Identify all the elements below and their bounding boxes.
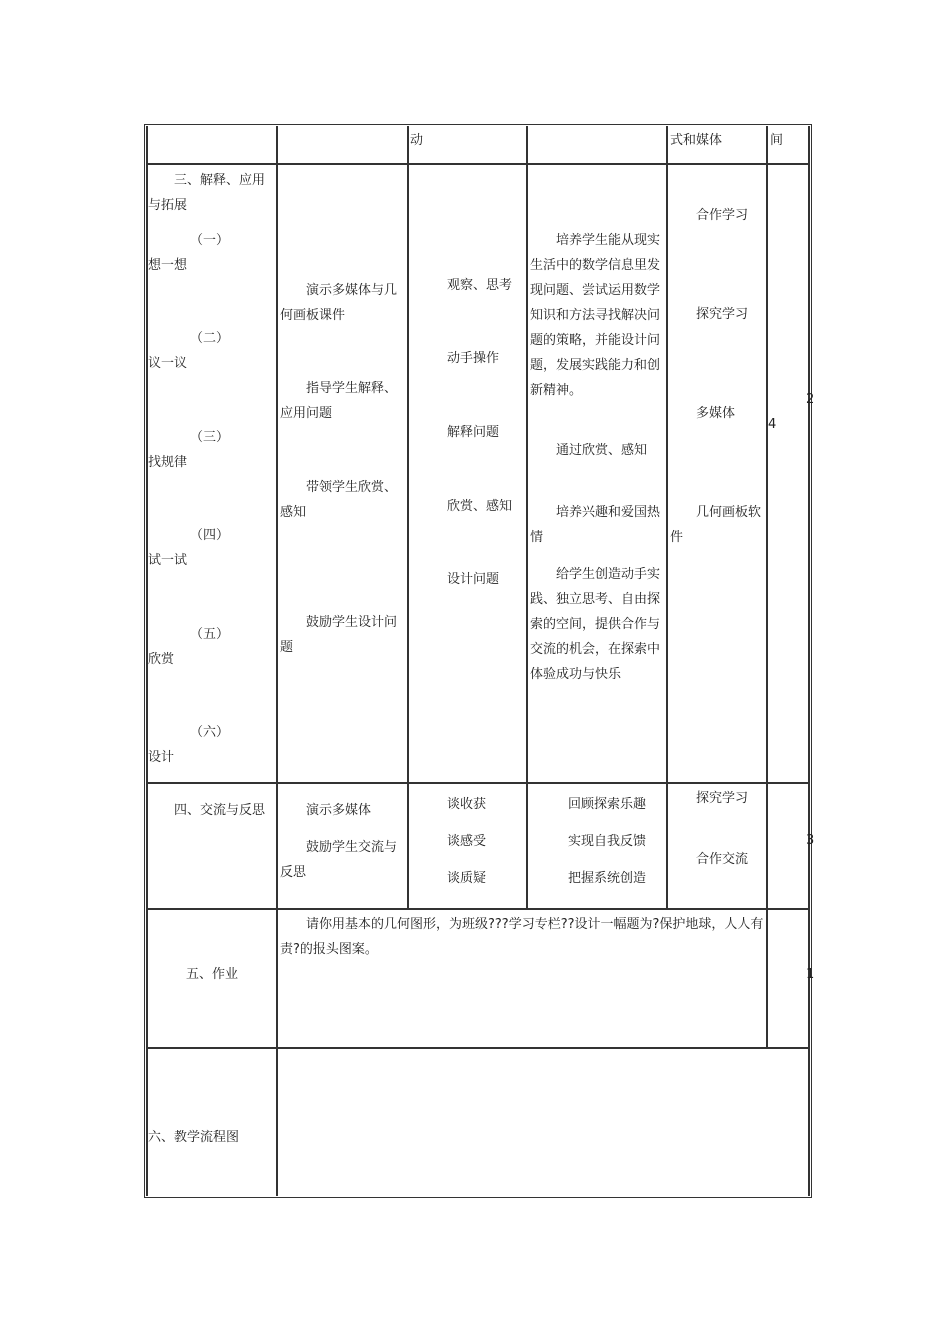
section4-teacher-2: 鼓励学生交流与反思 (280, 840, 398, 880)
section3-teacher-2: 指导学生解释、应用问题 (280, 381, 398, 421)
section5-content: 请你用基本的几何图形，为班级???学习专栏??设计一幅题为?保护地球，人人有责?的报头图案。 (280, 917, 764, 957)
step-2-num: （二） (190, 331, 230, 346)
section3-teacher-3: 带领学生欣赏、感知 (280, 480, 398, 520)
step-1-num: （一） (190, 233, 230, 248)
col-line-2 (276, 126, 278, 1196)
section4-intent-3: 把握系统创造 (568, 871, 647, 886)
section5-title: 五、作业 (186, 967, 239, 982)
section4-student-3: 谈质疑 (447, 871, 487, 886)
step-5-num: （五） (190, 627, 230, 642)
section3-teacher-1: 演示多媒体与几何画板课件 (280, 283, 398, 323)
row-line-4 (146, 1047, 808, 1049)
section3-student-3: 解释问题 (447, 425, 500, 440)
step-4-name: 试一试 (148, 553, 188, 568)
row-line-1 (146, 163, 808, 165)
step-4-num: （四） (190, 528, 230, 543)
col-line-7 (808, 126, 810, 1196)
step-3-num: （三） (190, 430, 230, 445)
section4-student-2: 谈感受 (447, 834, 487, 849)
section4-title: 四、交流与反思 (174, 803, 266, 818)
header-form-media: 式和媒体 (670, 133, 723, 148)
header-activity: 动 (410, 133, 424, 148)
section4-student-1: 谈收获 (447, 797, 487, 812)
header-time: 间 (770, 133, 784, 148)
section4-media-2: 合作交流 (696, 852, 749, 867)
step-5-name: 欣赏 (148, 652, 175, 667)
step-1-name: 想一想 (148, 258, 188, 273)
section3-media-2: 探究学习 (696, 307, 749, 322)
section3-student-2: 动手操作 (447, 351, 500, 366)
step-3-name: 找规律 (148, 455, 188, 470)
section4-intent-2: 实现自我反馈 (568, 834, 647, 849)
section4-media-1: 探究学习 (696, 791, 749, 806)
section3-media-4: 几何画板软件 (670, 505, 762, 545)
section5-time: 1 (806, 967, 815, 982)
step-6-num: （六） (190, 725, 230, 740)
section6-title: 六、教学流程图 (148, 1130, 240, 1145)
col-line-3 (407, 126, 409, 908)
section3-time-b: 2 (806, 392, 815, 407)
section3-intent-1: 培养学生能从现实生活中的数学信息里发现问题、尝试运用数学知识和方法寻找解决问题的策略，并能设计问题，发展实践能力和创新精神。 (530, 233, 661, 398)
row-line-2 (146, 782, 808, 784)
section3-intent-4: 给学生创造动手实践、独立思考、自由探索的空间，提供合作与交流的机会，在探索中体验成功与快乐 (530, 567, 661, 682)
section3-student-5: 设计问题 (447, 572, 500, 587)
section4-time: 3 (806, 833, 815, 848)
section3-media-3: 多媒体 (696, 406, 736, 421)
section3-intent-3: 培养兴趣和爱国热情 (530, 505, 661, 545)
section4-teacher-1: 演示多媒体 (306, 803, 372, 818)
col-line-5 (666, 126, 668, 908)
section3-title: 三、解释、应用与拓展 (148, 173, 266, 213)
section3-teacher-4: 鼓励学生设计问题 (280, 615, 398, 655)
section3-media-1: 合作学习 (696, 208, 749, 223)
step-2-name: 议一议 (148, 356, 188, 371)
section4-intent-1: 回顾探索乐趣 (568, 797, 647, 812)
col-line-4 (526, 126, 528, 908)
step-6-name: 设计 (148, 750, 175, 765)
section3-intent-2: 通过欣赏、感知 (556, 443, 648, 458)
row-line-3 (146, 908, 808, 910)
section3-student-4: 欣赏、感知 (447, 499, 513, 514)
section3-time-a: 4 (768, 417, 777, 432)
section3-student-1: 观察、思考 (447, 278, 513, 293)
